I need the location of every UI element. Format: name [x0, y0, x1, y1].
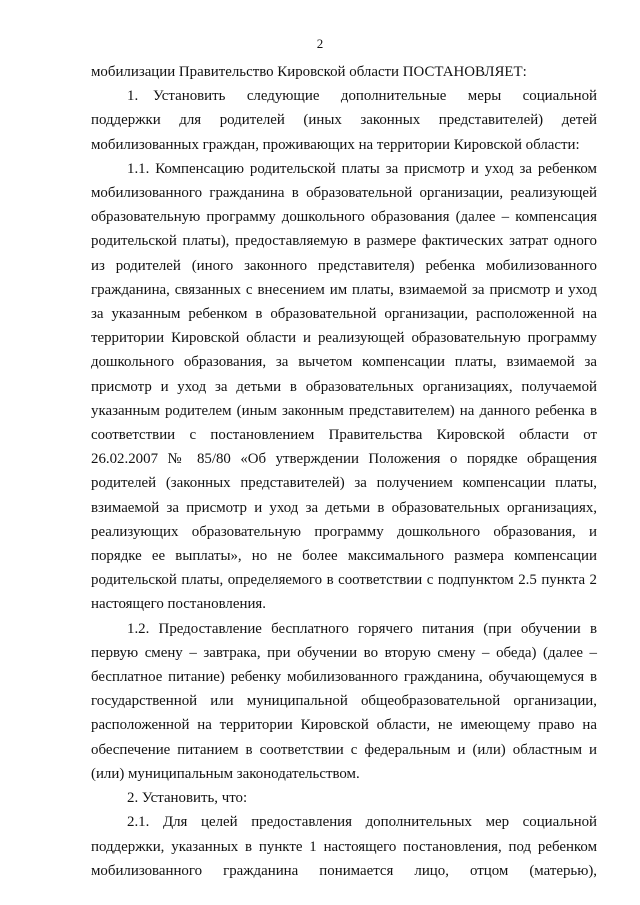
paragraph-clause-1-1: 1.1. Компенсацию родительской платы за присмотр и уход за ребенком мобилизованного гражданина в образовательной организации, реализующей образовательную программу дошкольного образования (далее – компенсация родительской платы), предоставляемую в размере фактических затрат одного из родителей (иного законного представителя) ребенка мобилизованного гражданина, связанных с внесением им платы, взимаемой за присмотр и уход за указанным ребенком в образовательной организации, расположенной на территории Кировской области и реализующей образовательную программу дошкольного образования, за вычетом компенсации платы, взимаемой за присмотр и уход за детьми в образовательных организациях, получаемой указанным родителем (иным законным представителем) на данного ребенка в соответствии с постановлением Правительства Кировской области от 26.02.2007 № 85/80 «Об утверждении Положения о порядке обращения родителей (законных представителей) за получением компенсации платы, взимаемой за присмотр и уход за детьми в образовательных организациях, реализующих образовательную программу дошкольного образования, и порядке ее выплаты», но не более максимального размера компенсации родительской платы, определяемого в соответствии с подпунктом 2.5 пункта 2 настоящего постановления. — [91, 160, 597, 613]
paragraph-clause-1-2: 1.2. Предоставление бесплатного горячего питания (при обучении в первую смену – завтрака, при обучении во вторую смену – обеда) (далее – бесплатное питание) ребенку мобилизованного гражданина, обучающемуся в государственной или муниципальной общеобразовательной организации, расположенной на территории Кировской области, не имеющему право на обеспечение питанием в соответствии с федеральным и (или) областным и (или) муниципальным законодательством. — [91, 620, 597, 782]
document-body — [91, 60, 597, 883]
paragraph-resolution-intro: мобилизации Правительство Кировской области ПОСТАНОВЛЯЕТ: — [91, 64, 527, 80]
paragraph-clause-2-1: 2.1. Для целей предоставления дополнительных мер социальной поддержки, указанных в пункте 1 настоящего постановления, под ребенком мобилизованного гражданина понимается лицо, отцом (матерью), — [91, 814, 597, 879]
page-number: 2 — [316, 36, 324, 51]
paragraph-clause-2: 2. Установить, что: — [127, 790, 248, 807]
paragraph-clause-1: 1. Установить следующие дополнительные меры социальной поддержки для родителей (иных законных представителей) детей мобилизованных граждан, проживающих на территории Кировской области: — [91, 88, 597, 153]
